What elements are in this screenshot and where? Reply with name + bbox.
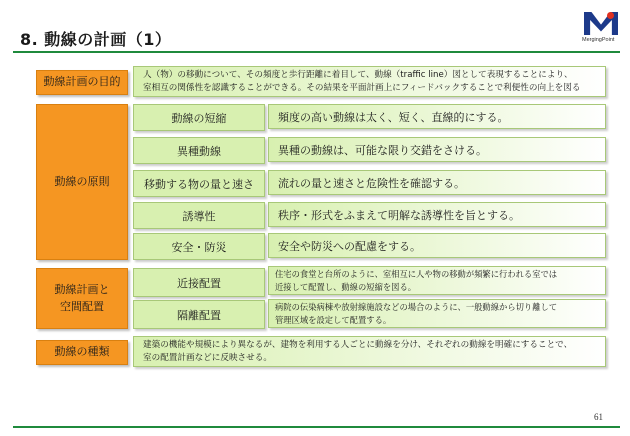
category-layout xyxy=(36,268,128,329)
principle-label-2-text: 異種動線 xyxy=(177,144,221,158)
types-desc-line-1: 建築の機能や規模により異なるが、建物を利用する人ごとに動線を分け、それぞれの動線を明確にすることで、 xyxy=(143,340,573,351)
principle-desc-4 xyxy=(268,202,606,227)
layout-desc-proximity-line-2: 近接して配置し、動線の短縮を図る。 xyxy=(275,281,417,292)
principle-desc-3-text: 流れの量と速さと危険性を確認する。 xyxy=(278,176,465,190)
layout-desc-proximity-line-1: 住宅の食堂と台所のように、室相互に人や物の移動が頻繁に行われる室では xyxy=(275,269,558,280)
layout-label-proximity xyxy=(133,268,265,297)
principle-desc-2-text: 異種の動線は、可能な限り交錯をさける。 xyxy=(278,143,487,157)
category-principles-label: 動線の原則 xyxy=(54,174,110,188)
footer-divider xyxy=(13,426,620,428)
page-title: 8. 動線の計画（1） xyxy=(20,30,172,49)
principle-label-5-text: 安全・防災 xyxy=(171,240,227,254)
category-purpose xyxy=(36,70,128,95)
principle-label-2 xyxy=(133,137,265,164)
principle-desc-5-text: 安全や防災への配慮をする。 xyxy=(278,239,421,253)
layout-label-proximity-text: 近接配置 xyxy=(177,276,221,290)
purpose-description xyxy=(133,66,606,97)
principle-desc-1 xyxy=(268,104,606,129)
layout-desc-isolation xyxy=(268,299,606,328)
page-number: 61 xyxy=(594,412,603,422)
layout-label-isolation xyxy=(133,300,265,329)
layout-label-isolation-text: 隔離配置 xyxy=(177,308,221,322)
types-description xyxy=(133,336,606,367)
logo-text: MergingPoint xyxy=(582,37,615,43)
layout-desc-isolation-line-2: 管理区域を設定して配置する。 xyxy=(275,314,392,325)
logo-red-dot xyxy=(607,12,614,19)
purpose-desc-line-1: 人（物）の移動について、その頻度と歩行距離に着目して、動線（traffic line）図として表現することにより、 xyxy=(143,70,573,81)
principle-label-1-text: 動線の短縮 xyxy=(171,111,227,125)
category-purpose-label: 動線計画の目的 xyxy=(43,75,121,89)
principle-desc-5 xyxy=(268,233,606,258)
principle-label-3 xyxy=(133,170,265,197)
header-divider xyxy=(13,51,620,53)
principle-label-4 xyxy=(133,202,265,229)
category-types xyxy=(36,340,128,365)
types-desc-line-2: 室の配置計画などに反映させる。 xyxy=(143,352,272,363)
principle-desc-2 xyxy=(268,137,606,162)
principle-desc-3 xyxy=(268,170,606,195)
purpose-desc-line-2: 室相互の関係性を認識することができる。その結果を平面計画上にフィードバックすることで利便性の向上を図る xyxy=(143,82,581,93)
category-types-label: 動線の種類 xyxy=(54,345,110,359)
principle-desc-1-text: 頻度の高い動線は太く、短く、直線的にする。 xyxy=(278,110,509,124)
category-layout-label-2: 空間配置 xyxy=(60,299,104,313)
layout-desc-isolation-line-1: 病院の伝染病棟や放射線施設などの場合のように、一般動線から切り離して xyxy=(275,302,558,313)
company-logo xyxy=(584,12,618,44)
layout-desc-proximity xyxy=(268,266,606,295)
principle-label-1 xyxy=(133,104,265,131)
principle-desc-4-text: 秩序・形式をふまえて明解な誘導性を旨とする。 xyxy=(278,208,520,222)
principle-label-5 xyxy=(133,233,265,260)
category-layout-label-1: 動線計画と xyxy=(54,283,110,296)
category-principles xyxy=(36,104,128,260)
principle-label-4-text: 誘導性 xyxy=(182,209,216,223)
principle-label-3-text: 移動する物の量と速さ xyxy=(144,177,254,191)
